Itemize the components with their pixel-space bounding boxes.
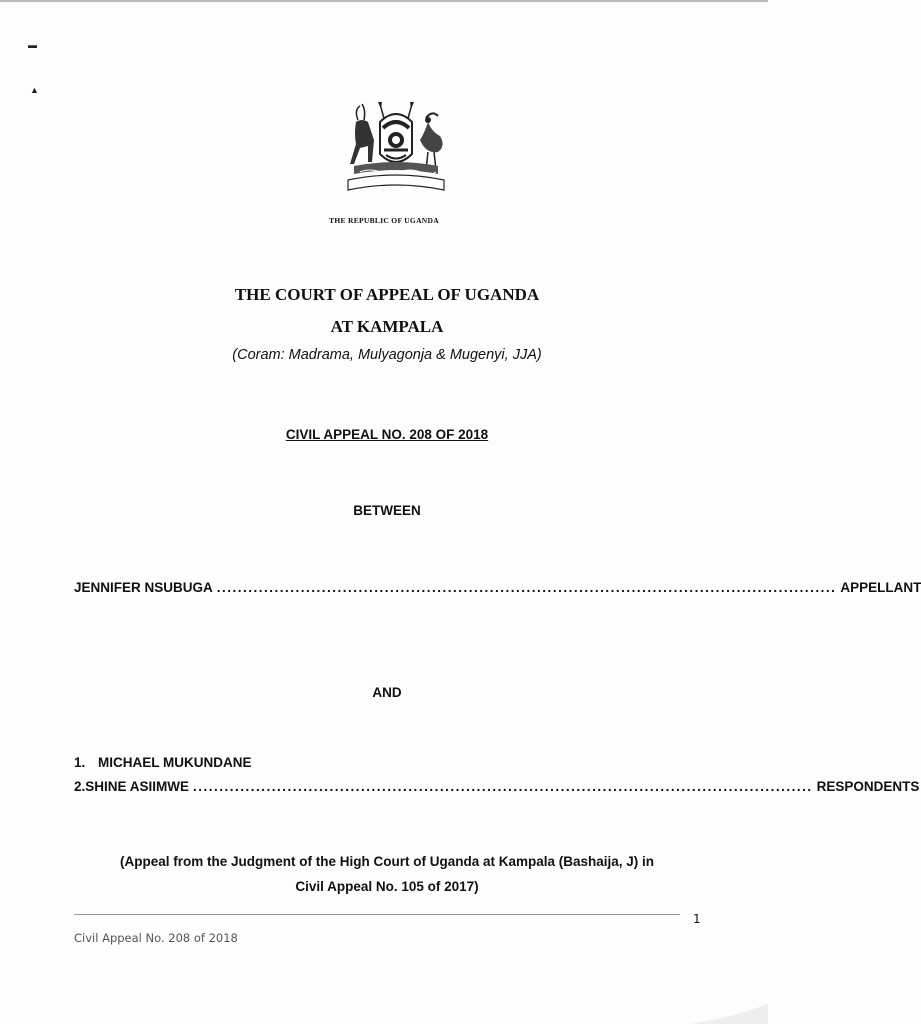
footer-divider	[74, 914, 680, 915]
appellant-name: JENNIFER NSUBUGA	[74, 580, 213, 595]
respondents-role: RESPONDENTS	[816, 779, 920, 794]
scan-mark: ▲	[30, 85, 39, 95]
appeal-note	[60, 849, 714, 899]
respondent-item	[74, 755, 252, 770]
scan-edge	[0, 0, 768, 2]
leader-dots: ......................................................................................................................	[216, 580, 837, 595]
respondent-number: 1.	[74, 755, 86, 770]
appellant-role: APPELLANT	[840, 580, 921, 595]
respondent-name: MICHAEL MUKUNDANE	[98, 755, 252, 770]
appeal-note-line: Civil Appeal No. 105 of 2017)	[295, 879, 479, 894]
republic-label: THE REPUBLIC OF UGANDA	[329, 216, 439, 225]
coat-of-arms-emblem	[340, 100, 452, 196]
case-number: CIVIL APPEAL NO. 208 OF 2018	[285, 427, 489, 442]
court-title: THE COURT OF APPEAL OF UGANDA	[234, 285, 540, 304]
respondent-name: SHINE ASIIMWE	[85, 779, 190, 794]
appeal-note-line: (Appeal from the Judgment of the High Court of Uganda at Kampala (Bashaija, J) in	[119, 854, 655, 869]
footer-text: Civil Appeal No. 208 of 2018	[74, 931, 238, 945]
coram-line: (Coram: Madrama, Mulyagonja & Mugenyi, JJA)	[232, 347, 542, 363]
respondents-line	[74, 779, 920, 794]
leader-dots: ......................................................................................................................	[193, 779, 813, 794]
page-number: 1	[693, 912, 701, 926]
page-curl-shadow	[690, 1000, 768, 1024]
court-location: AT KAMPALA	[330, 317, 444, 336]
respondent-number: 2.	[74, 779, 86, 794]
and-label: AND	[372, 685, 402, 700]
between-label: BETWEEN	[353, 503, 421, 518]
appellant-line	[74, 580, 921, 595]
scan-mark: ▬	[28, 40, 37, 50]
